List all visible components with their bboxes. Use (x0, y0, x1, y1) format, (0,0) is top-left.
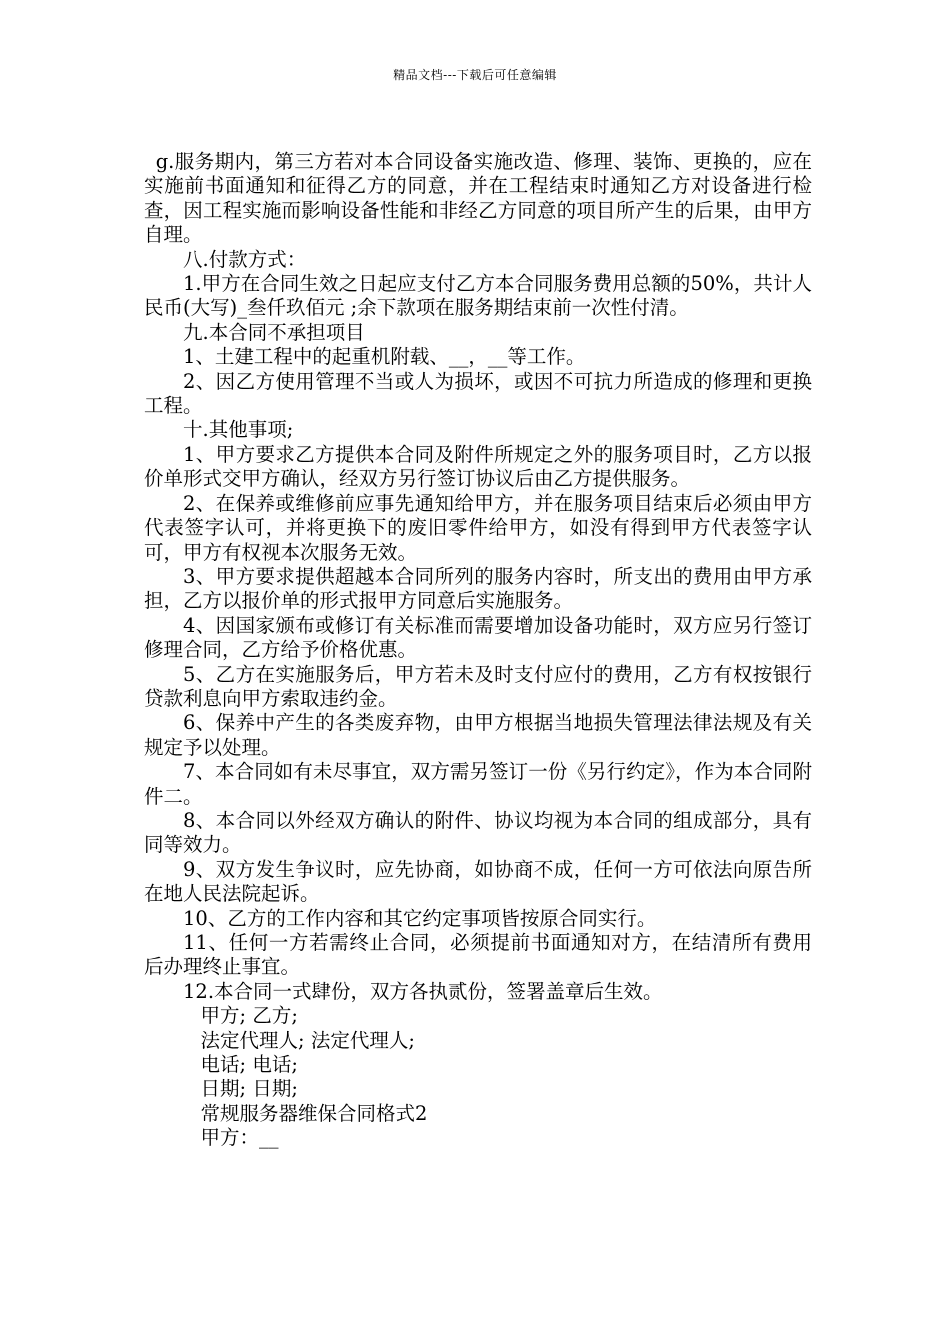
paragraph-other-11: 11、任何一方若需终止合同，必须提前书面通知对方，在结清所有费用后办理终止事宜。 (144, 931, 812, 979)
signature-legal-representative: 法定代理人; 法定代理人; (200, 1028, 415, 1052)
paragraph-payment-1: 1.甲方在合同生效之日起应支付乙方本合同服务费用总额的50%，共计人民币(大写)_叁仟玖佰元 ;余下款项在服务期结束前一次性付清。 (144, 272, 812, 320)
paragraph-other-8: 8、本合同以外经双方确认的附件、协议均视为本合同的组成部分，具有同等效力。 (144, 808, 812, 857)
paragraph-excluded-2: 2、因乙方使用管理不当或人为损坏，或因不可抗力所造成的修理和更换工程。 (144, 369, 812, 418)
paragraph-other-10: 10、乙方的工作内容和其它约定事项皆按原合同实行。 (183, 906, 657, 930)
paragraph-other-7: 7、本合同如有未尽事宜，双方需另签订一份《另行约定》，作为本合同附件二。 (144, 760, 812, 808)
next-contract-title: 常规服务器维保合同格式2 (200, 1101, 428, 1125)
heading-payment-method: 八.付款方式： (183, 247, 307, 271)
signature-parties: 甲方; 乙方; (200, 1004, 298, 1028)
paragraph-other-6: 6、保养中产生的各类废弃物，由甲方根据当地损失管理法律法规及有关规定予以处理。 (144, 711, 812, 759)
page-header: 精品文档---下载后可任意编辑 (393, 68, 557, 82)
heading-other-matters: 十.其他事项; (183, 418, 294, 442)
paragraph-other-1: 1、甲方要求乙方提供本合同及附件所规定之外的服务项目时，乙方以报价单形式交甲方确认，经双方另行签订协议后由乙方提供服务。 (144, 442, 812, 491)
signature-phone: 电话; 电话; (200, 1053, 298, 1077)
paragraph-other-2: 2、在保养或维修前应事先通知给甲方，并在服务项目结束后必须由甲方代表签字认可，并将更换下的废旧零件给甲方，如没有得到甲方代表签字认可，甲方有权视本次服务无效。 (144, 491, 812, 564)
paragraph-other-5: 5、乙方在实施服务后，甲方若未及时支付应付的费用，乙方有权按银行贷款利息向甲方索取违约金。 (144, 662, 812, 710)
paragraph-excluded-1: 1、土建工程中的起重机附载、__，__等工作。 (183, 345, 586, 369)
document-body (144, 150, 812, 1151)
signature-date: 日期; 日期; (200, 1077, 298, 1101)
paragraph-other-9: 9、双方发生争议时，应先协商，如协商不成，任何一方可依法向原告所在地人民法院起诉。 (144, 857, 812, 906)
paragraph-other-4: 4、因国家颁布或修订有关标准而需要增加设备功能时，双方应另行签订修理合同，乙方给予价格优惠。 (144, 613, 812, 662)
paragraph-other-12: 12.本合同一式肆份，双方各执贰份，签署盖章后生效。 (183, 979, 663, 1003)
heading-excluded-items: 九.本合同不承担项目 (183, 320, 365, 344)
paragraph-g-third-party-modification: g.服务期内，第三方若对本合同设备实施改造、修理、装饰、更换的，应在实施前书面通知和征得乙方的同意，并在工程结束时通知乙方对设备进行检查，因工程实施而影响设备性能和非经乙方同意的项目所产生的后果，由甲方自理。 (144, 150, 812, 247)
paragraph-other-3: 3、甲方要求提供超越本合同所列的服务内容时，所支出的费用由甲方承担，乙方以报价单的形式报甲方同意后实施服务。 (144, 564, 812, 613)
next-contract-party-a: 甲方：__ (200, 1126, 279, 1150)
